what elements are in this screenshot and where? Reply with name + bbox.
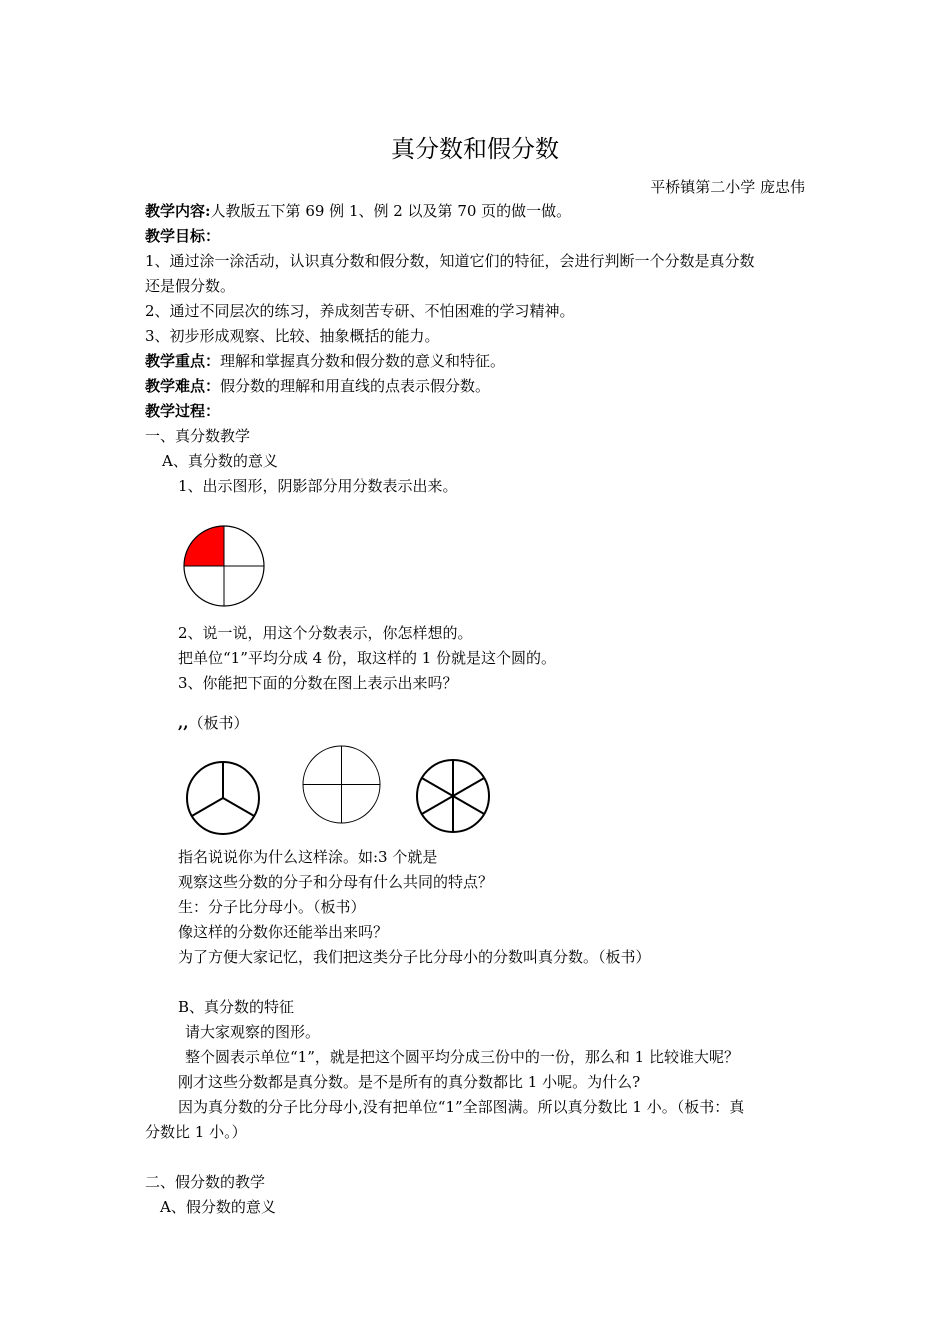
b-paragraph-4-line1: 因为真分数的分子比分母小,没有把单位“1”全部图满。所以真分数比 1 小。（板书：真	[178, 1098, 745, 1116]
difficulty-line	[145, 375, 490, 397]
key-label: 教学重点：	[145, 352, 221, 370]
goal2: 2、通过不同层次的练习，养成刻苦专研、不怕困难的学习精神。	[145, 302, 575, 320]
quarter-circle-figure	[183, 525, 265, 607]
page-title: 真分数和假分数	[391, 135, 559, 163]
divider-right	[223, 798, 254, 816]
section1a-heading: A、真分数的意义	[162, 452, 278, 470]
quarters-circle-figure	[302, 745, 381, 824]
step2: 2、说一说，用这个分数表示，你怎样想的。	[178, 624, 473, 642]
process-label: 教学过程：	[145, 402, 221, 420]
paragraph-1: 指名说说你为什么这样涂。如:3 个就是	[178, 848, 438, 866]
divider-left	[192, 798, 223, 816]
sixths-circle-figure	[416, 759, 490, 833]
section2a-heading: A、假分数的意义	[160, 1198, 276, 1216]
board-marks: ,,	[178, 714, 189, 732]
step1: 1、出示图形，阴影部分用分数表示出来。	[178, 477, 458, 495]
paragraph-5: 为了方便大家记忆，我们把这类分子比分母小的分数叫真分数。（板书）	[178, 948, 651, 966]
b-paragraph-2: 整个圆表示单位“1”，就是把这个圆平均分成三份中的一份，那么和 1 比较谁大呢？	[185, 1048, 739, 1066]
key-text: 理解和掌握真分数和假分数的意义和特征。	[220, 352, 506, 370]
board-note: （板书）	[188, 714, 249, 732]
goals-label: 教学目标：	[145, 227, 221, 245]
section1-heading: 一、真分数教学	[145, 427, 251, 445]
board-line	[178, 712, 248, 734]
goal3: 3、初步形成观察、比较、抽象概括的能力。	[145, 327, 440, 345]
author-line: 平桥镇第二小学 庞忠伟	[650, 178, 805, 196]
content-text: 人教版五下第 69 例 1、例 2 以及第 70 页的做一做。	[210, 202, 572, 220]
difficulty-text: 假分数的理解和用直线的点表示假分数。	[220, 377, 491, 395]
difficulty-label: 教学难点：	[145, 377, 221, 395]
paragraph-2: 观察这些分数的分子和分母有什么共同的特点？	[178, 873, 494, 891]
step2-text: 把单位“1”平均分成 4 份，取这样的 1 份就是这个圆的。	[178, 649, 557, 667]
content-label: 教学内容:	[145, 202, 211, 220]
key-line	[145, 350, 505, 372]
section1b-heading: B、真分数的特征	[178, 998, 295, 1016]
b-paragraph-4-line2: 分数比 1 小。）	[145, 1123, 247, 1141]
paragraph-4: 像这样的分数你还能举出来吗？	[178, 923, 389, 941]
section2-heading: 二、假分数的教学	[145, 1173, 266, 1191]
b-paragraph-3: 刚才这些分数都是真分数。是不是所有的真分数都比 1 小呢。为什么?	[178, 1073, 641, 1091]
paragraph-3: 生：分子比分母小。（板书）	[178, 898, 366, 916]
b-paragraph-1: 请大家观察的图形。	[185, 1023, 321, 1041]
goal1-line1: 1、通过涂一涂活动，认识真分数和假分数，知道它们的特征，会进行判断一个分数是真分数	[145, 252, 755, 270]
thirds-circle-figure	[186, 761, 260, 835]
goal1-line2: 还是假分数。	[145, 277, 236, 295]
content-line	[145, 200, 571, 222]
step3: 3、你能把下面的分数在图上表示出来吗？	[178, 674, 458, 692]
